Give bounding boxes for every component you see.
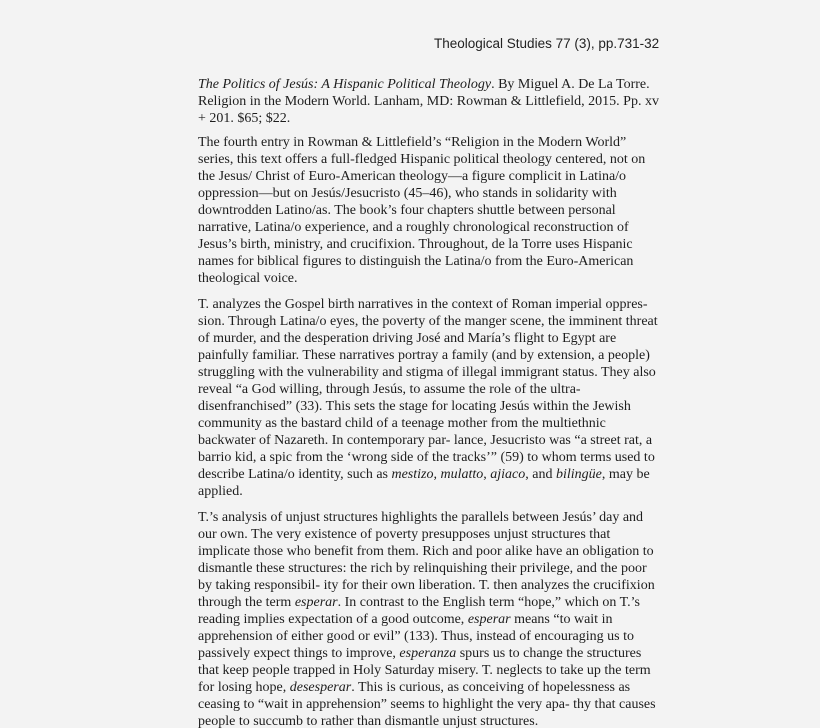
text-run: spurs us to change the structures [456, 646, 642, 661]
paragraph-line: struggling with the vulnerability and stigma of illegal immigrant status. They also [198, 365, 656, 380]
paragraph-line: Jesus’s birth, ministry, and crucifixion. Throughout, de la Torre uses Hispanic [198, 237, 633, 252]
journal-reference: Theological Studies 77 (3), pp.731-32 [434, 36, 660, 51]
paragraph-line: dismantle these structures: the rich by relinquishing their privilege, and the poor [198, 561, 647, 576]
paragraph-line: downtrodden Latino/as. The book’s four chapters shuttle between personal [198, 203, 616, 218]
italic-term: esperar [467, 612, 511, 627]
book-title: The Politics of Jesús: A Hispanic Political Theology [198, 77, 492, 92]
text-run: , may be [601, 467, 650, 482]
paragraph-line: oppression—but on Jesús/Jesucristo (45–46), who stands in solidarity with [198, 186, 617, 201]
paragraph-line: that keep people trapped in Holy Saturday misery. T. neglects to take up the term [198, 663, 651, 678]
paragraph-line: ceasing to “wait in apprehension” seems to highlight the very apa- thy that causes [198, 697, 656, 712]
paragraph-line: implicate those who benefit from them. Rich and poor alike have an obligation to [198, 544, 654, 559]
italic-term: mulatto [440, 467, 484, 482]
italic-term: mestizo [391, 467, 434, 482]
italic-term: ajiaco [490, 467, 526, 482]
paragraph-line: apprehension of either good or evil” (133). Thus, instead of encouraging us to [198, 629, 634, 644]
text-run: describe Latina/o identity, such as [198, 467, 392, 482]
paragraph-line: backwater of Nazareth. In contemporary par- lance, Jesucristo was “a street rat, a [198, 433, 653, 448]
citation-line [198, 76, 650, 93]
paragraph-line: barrio kid, a spic from the ‘wrong side of the tracks’” (59) to whom terms used to [198, 450, 655, 465]
paragraph-line: painfully familiar. These narratives portray a family (and by extension, a people) [198, 348, 650, 363]
text-run: for losing hope, [198, 680, 290, 695]
italic-term: desesperar [289, 680, 352, 695]
paragraph-line: series, this text offers a full-fledged Hispanic political theology centered, not on [198, 152, 646, 167]
italic-term: bilingüe [555, 467, 602, 482]
paragraph-line [198, 611, 612, 628]
paragraph-line: community as the bastard child of a teenage mother from the multiethnic [198, 416, 606, 431]
paragraph-line: people to succumb to rather than dismantle unjust structures. [198, 714, 539, 728]
italic-term: esperanza [399, 646, 457, 661]
paragraph-line: T.’s analysis of unjust structures highlights the parallels between Jesús’ day and [198, 510, 644, 525]
paragraph-line [198, 679, 630, 696]
paragraph-line: reveal “a God willing, through Jesús, to assume the role of the ultra- [198, 382, 581, 397]
paragraph-line: of murder, and the desperation driving José and María’s flight to Egypt are [198, 331, 617, 346]
citation-line: + 201. $65; $22. [198, 111, 291, 126]
paragraph-line [198, 594, 640, 611]
text-run: , [433, 467, 441, 482]
text-run: . In contrast to the English term “hope,” which on T.’s [337, 595, 640, 610]
paragraph-line: the Jesus/ Christ of Euro-American theology—a figure complicit in Latina/o [198, 169, 627, 184]
paragraph-line: disenfranchised” (33). This sets the stage for locating Jesús within the Jewish [198, 399, 631, 414]
paragraph-line: names for biblical figures to distinguish the Latina/o from the Euro-American [198, 254, 634, 269]
paragraph-line: theological voice. [198, 271, 298, 286]
text-run: , [483, 467, 491, 482]
text-run: , and [525, 467, 556, 482]
paragraph-line: by taking responsibil- ity for their own liberation. T. then analyzes the crucifixion [198, 578, 655, 593]
text-run: . This is curious, as conceiving of hopelessness as [351, 680, 631, 695]
paragraph-line: The fourth entry in Rowman & Littlefield’s “Religion in the Modern World” [198, 135, 627, 150]
text-run: reading implies expectation of a good outcome, [198, 612, 468, 627]
paragraph-line: applied. [198, 484, 243, 499]
italic-term: esperar [294, 595, 338, 610]
citation-line: Religion in the Modern World. Lanham, MD: Rowman & Littlefield, 2015. Pp. xv [198, 94, 659, 109]
paragraph-line: our own. The very existence of poverty presupposes unjust structures that [198, 527, 611, 542]
text-run: passively expect things to improve, [198, 646, 400, 661]
paragraph-line: sion. Through Latina/o eyes, the poverty of the manger scene, the imminent threat [198, 314, 658, 329]
paragraph-line: T. analyzes the Gospel birth narratives in the context of Roman imperial oppres- [198, 297, 648, 312]
paragraph-line: narrative, Latina/o experience, and a roughly chronological reconstruction of [198, 220, 629, 235]
citation-author: . By Miguel A. De La Torre. [491, 77, 650, 92]
text-run: means “to wait in [510, 612, 613, 627]
paragraph-line [198, 645, 641, 662]
paragraph-line [198, 466, 650, 483]
text-run: through the term [198, 595, 295, 610]
